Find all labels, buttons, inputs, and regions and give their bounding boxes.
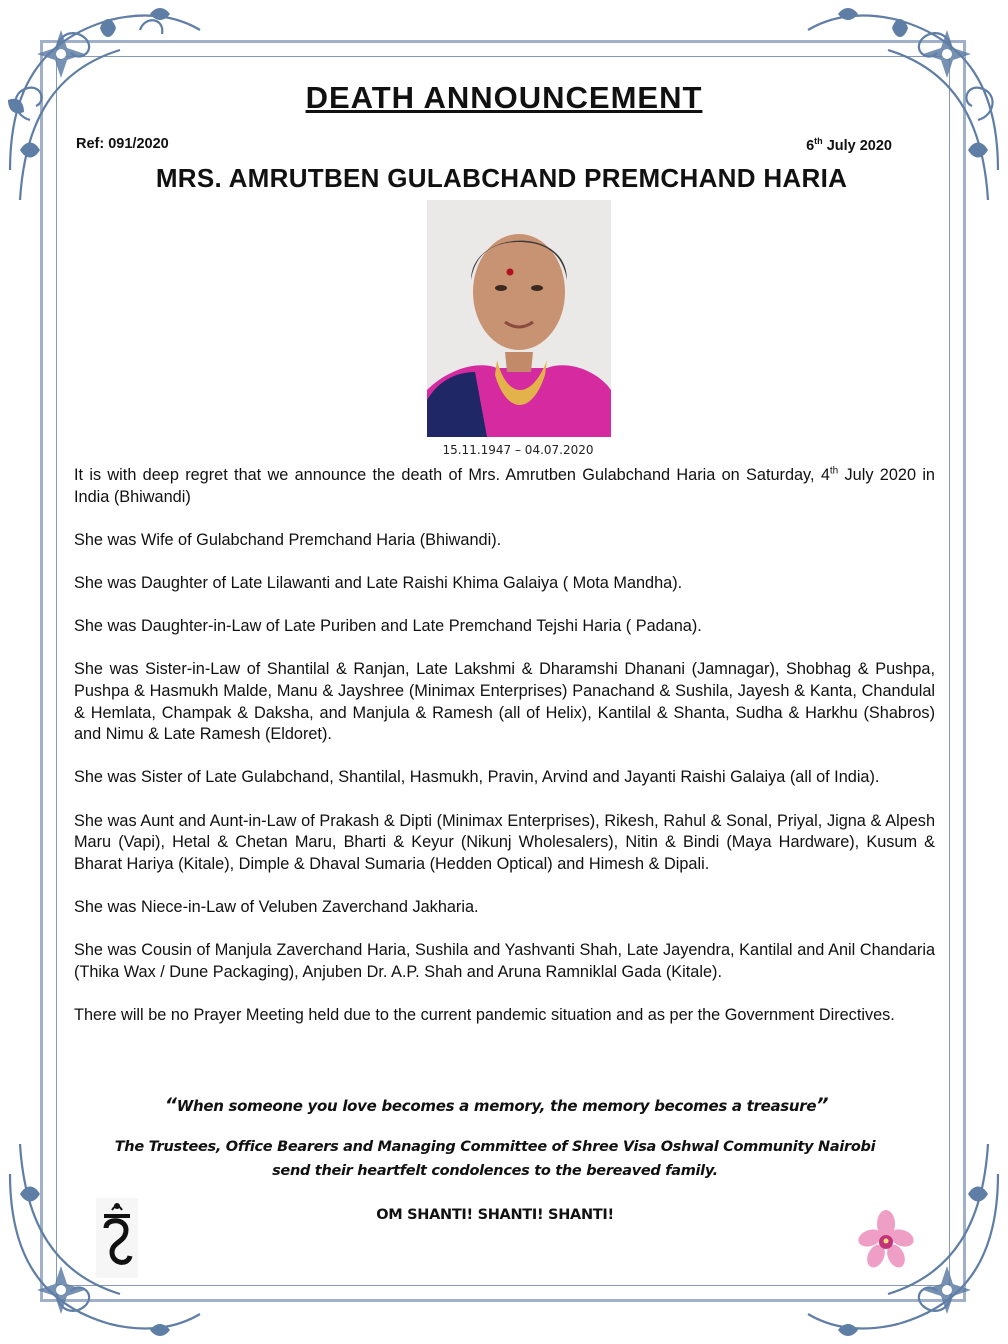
- paragraph-daughter-in-law-of: She was Daughter-in-Law of Late Puriben and Late Premchand Tejshi Haria ( Padana).: [74, 617, 702, 636]
- condolence-line-1: The Trustees, Office Bearers and Managing Committee of Shree Visa Oshwal Community Nairobi: [114, 1139, 876, 1155]
- condolence-message: [0, 1135, 990, 1183]
- announcement-date: 6th July 2020: [806, 136, 892, 154]
- condolence-line-2: send their heartfelt condolences to the bereaved family.: [272, 1163, 718, 1179]
- announcement-body: [74, 465, 935, 1048]
- life-dates: 15.11.1947 – 04.07.2020: [442, 443, 594, 457]
- closing-prayer: OM SHANTI! SHANTI! SHANTI!: [376, 1207, 614, 1223]
- deceased-name: MRS. AMRUTBEN GULABCHAND PREMCHAND HARIA: [155, 163, 848, 193]
- orchid-flower-icon: [858, 1208, 914, 1272]
- paragraph-sister-of: She was Sister of Late Gulabchand, Shantilal, Hasmukh, Pravin, Arvind and Jayanti Raishi Galaiya (all of India).: [74, 768, 880, 787]
- paragraph-wife-of: She was Wife of Gulabchand Premchand Haria (Bhiwandi).: [74, 530, 502, 549]
- page-title: DEATH ANNOUNCEMENT: [305, 80, 703, 115]
- paragraph-prayer-meeting: There will be no Prayer Meeting held due to the current pandemic situation and as per the Government Directives.: [74, 1005, 895, 1024]
- paragraph-daughter-of: She was Daughter of Late Lilawanti and Late Raishi Khima Galaiya ( Mota Mandha).: [74, 573, 683, 592]
- reference-number: Ref: 091/2020: [76, 136, 169, 152]
- paragraph-aunt-of: She was Aunt and Aunt-in-Law of Prakash & Dipti (Minimax Enterprises), Rikesh, Rahul & Sonal, Priyal, Jigna & Alpesh Maru (Vapi), Hetal & Chetan Maru, Bharti & Keyur (Nikunj Wholesalers), Nitin & Bindi (Maya Hardware), Kusum & Bharat Hariya (Kitale), Dimple & Dhaval Sumaria (Hedden Optical) and Himesh & Dipali.: [74, 811, 935, 873]
- paragraph-cousin-of: She was Cousin of Manjula Zaverchand Haria, Sushila and Yashvanti Shah, Late Jayendra, Kantilal and Anil Chandaria (Thika Wax / Dune Packaging), Anjuben Dr. A.P. Shah and Aruna Ramniklal Gada (Kitale).: [74, 941, 935, 981]
- portrait-photo: [427, 200, 611, 437]
- paragraph-sister-in-law-of: She was Sister-in-Law of Shantilal & Ranjan, Late Lakshmi & Dharamshi Dhanani (Jamnagar), Shobhag & Pushpa, Pushpa & Hasmukh Malde, Manu & Jayshree (Minimax Enterprises) Panachand & Sushila, Jayesh & Kanta, Chandulal & Hemlata, Champak & Daksha, and Manjula & Ramesh (all of Helix), Kantilal & Shanta, Sudha & Harkhu (Shabros) and Nimu & Late Ramesh (Eldoret).: [74, 660, 935, 744]
- paragraph-niece-in-law-of: She was Niece-in-Law of Veluben Zaverchand Jakharia.: [74, 897, 479, 916]
- memorial-quote: “When someone you love becomes a memory, the memory becomes a treasure”: [164, 1094, 829, 1116]
- paragraph-death-notice: It is with deep regret that we announce the death of Mrs. Amrutben Gulabchand Haria on Saturday, 4th July 2020 in India (Bhiwandi): [74, 465, 935, 506]
- jain-symbol-icon: [92, 1198, 142, 1278]
